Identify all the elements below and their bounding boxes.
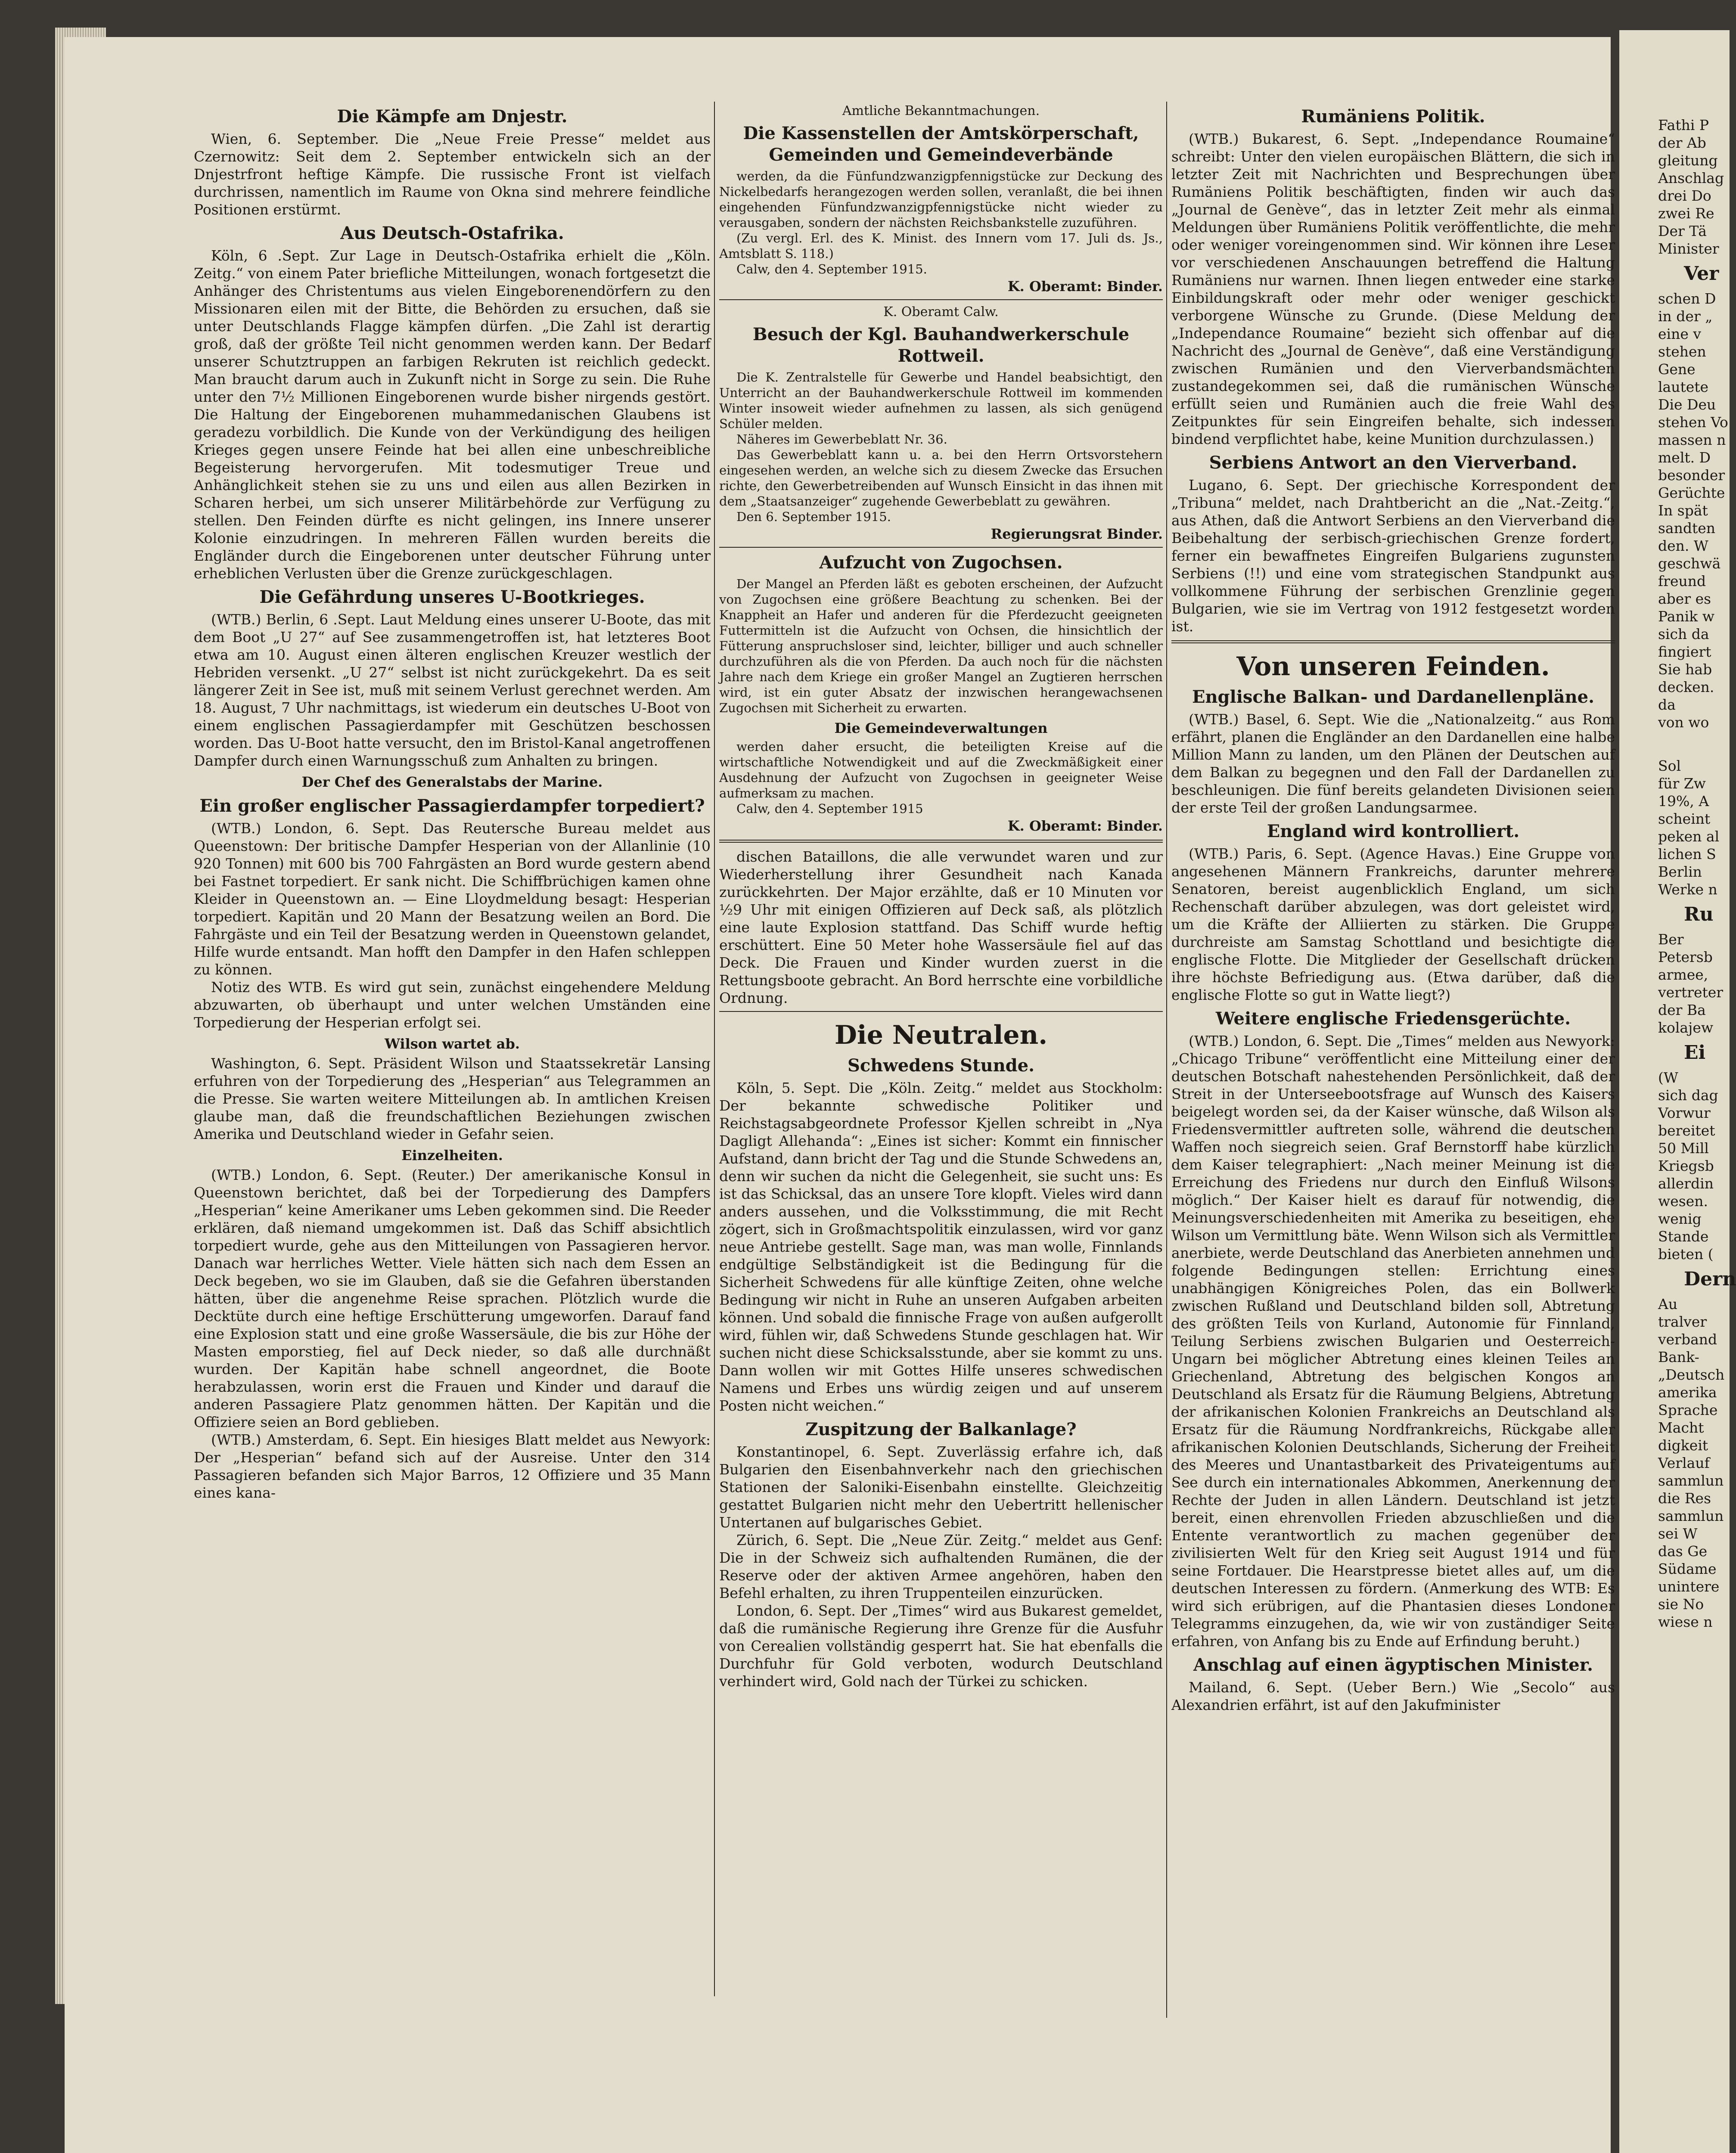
fragment-line: amerika <box>1658 1384 1717 1401</box>
article-subtitle: Die Gemeindeverwaltungen <box>834 720 1048 736</box>
fragment-line: Sol <box>1658 757 1681 774</box>
fragment-line: Stande <box>1658 1228 1709 1245</box>
fragment-line: Gene <box>1658 361 1696 378</box>
fragment-line: stehen <box>1658 343 1706 360</box>
fragment-lines-b <box>1619 290 1730 731</box>
fragment-line: lautete <box>1658 378 1709 395</box>
article-text: Die K. Zentralstelle für Gewerbe und Handel beabsichtigt, den Unterricht an der Bauhandwerkerschule Rottweil im kommenden Winter insoweit wieder aufnehmen zu lassen, als sich genügend Schüler melden. <box>719 370 1163 431</box>
section-kicker: K. Oberamt Calw. <box>883 304 999 320</box>
article-title: Die Kassenstellen der Amtskörperschaft, Gemeinden und Gemeindeverbände <box>743 123 1139 165</box>
fragment-line: sammlun <box>1658 1508 1724 1524</box>
fragment-line: massen n <box>1658 431 1726 448</box>
fragment-line: digkeit <box>1658 1437 1708 1454</box>
adjacent-page-fragment <box>1619 30 1736 2153</box>
fragment-line: schen D <box>1658 290 1716 307</box>
article-subtitle: Wilson wartet ab. <box>385 1036 520 1052</box>
fragment-lines-d <box>1619 931 1730 1036</box>
article-date: Calw, den 4. September 1915. <box>736 262 927 276</box>
fragment-line: lichen S <box>1658 846 1716 862</box>
article-text: (Zu vergl. Erl. des K. Minist. des Innern vom 17. Juli ds. Js., Amtsblatt S. 118.) <box>719 231 1163 261</box>
fragment-heading: Dern <box>1684 1268 1736 1290</box>
fragment-line: stehen Vo <box>1658 414 1728 431</box>
article-text: Wien, 6. September. Die „Neue Freie Presse“ meldet aus Czernowitz: Seit dem 2. September entwickeln sich an der Dnjestrfront heftige Kämpfe. Die russische Front ist vielfach durchrissen, namentlich im Raume von Okna sind mehrere feindliche Positionen erstürmt. <box>194 130 711 218</box>
fragment-line: verband <box>1658 1331 1717 1348</box>
article-title: Englische Balkan- und Dardanellenpläne. <box>1192 687 1595 707</box>
fragment-line: sich dag <box>1658 1087 1718 1104</box>
fragment-line: Au <box>1658 1296 1678 1312</box>
article-subtitle: Einzelheiten. <box>401 1147 503 1163</box>
fragment-line: (W <box>1658 1069 1678 1086</box>
column-1 <box>194 102 711 2125</box>
fragment-line: Minister <box>1658 240 1719 257</box>
fragment-line: drei Do <box>1658 187 1711 204</box>
fragment-line: Petersb <box>1658 949 1713 965</box>
fragment-line: armee, <box>1658 966 1708 983</box>
fragment-line: das Ge <box>1658 1543 1708 1560</box>
article-text: Washington, 6. Sept. Präsident Wilson und Staatssekretär Lansing erfuhren von der Torpedierung des „Hesperian“ aus Telegrammen an die Presse. Sie warten weitere Mitteilungen ab. In amtlichen Kreisen glaube man, daß die freundschaftlichen Beziehungen zwischen Amerika und Deutschland wieder in Gefahr seien. <box>194 1055 711 1142</box>
fragment-line: tralver <box>1658 1313 1707 1330</box>
article-date: Calw, den 4. September 1915 <box>736 801 923 816</box>
fragment-line: sammlun <box>1658 1472 1724 1489</box>
article-text: (WTB.) Basel, 6. Sept. Wie die „Nationalzeitg.“ aus Rom erfährt, planen die Engländer an den Dardanellen eine halbe Million Mann zu landen, um den Plänen der Deutschen auf dem Balkan zu begegnen und den Fall der Dardanellen zu beschleunigen. Die fünf bereits gelandeten Divisionen seien der erste Teil der großen Landungsarmee. <box>1171 711 1615 816</box>
article-text: werden, da die Fünfundzwanzigpfennigstücke zur Deckung des Nickelbedarfs herangezogen werden sollen, veranlaßt, die bei ihnen eingehenden Fünfundzwanzigpfennigstücke nicht wieder zu verausgaben, sondern der nächsten Reichsbankstelle zuzuführen. <box>719 169 1163 230</box>
article-text: (WTB.) London, 6. Sept. Die „Times“ melden aus Newyork: „Chicago Tribune“ veröffentlicht eine Mitteilung einer der deutschen Botschaft nahestehenden Persönlichkeit, daß der Streit in der Unterseebootsfrage auf Wunsch des Kaisers beigelegt worden sei, da der Kaiser wünsche, daß Wilson als Friedensvermittler auftreten solle, während die deutschen Waffen noch siegreich seien. Graf Bernstorff habe kürzlich dem Kaiser telegraphiert: „Nach meiner Meinung ist die Erreichung des Friedens nur durch den Einfluß Wilsons möglich.“ Der Kaiser hielt es darauf für notwendig, die Meinungsverschiedenheiten mit Amerika zu beseitigen, ehe Wilson um Vermittlung bäte. Wenn Wilson sich als Vermittler anerbiete, werde Deutschland das Anerbieten annehmen und folgende Bedingungen stellen: Errichtung eines unabhängigen Königreiches Polen, das ein Bollwerk zwischen Rußland und Deutschland bilden soll, Abtretung des größten Teils von Kurland, Autonomie für Finnland, Teilung Serbiens zwischen Bulgarien und Oesterreich-Ungarn bei möglicher Abtretung eines kleinen Teiles an Griechenland, Abtretung des belgischen Kongos an Deutschland als Ersatz für die Räumung Belgiens, Abtretung der afrikanischen Kolonien Frankreichs an Deutschland als Ersatz für die Räumung Nordfrankreichs, Rückgabe aller afrikanischen Kolonien Deutschlands, Sicherung der Freiheit des Meeres und Unantastbarkeit des Privateigentums auf See durch ein internationales Abkommen, Anerkennung der Rechte der Juden in allen Ländern. Deutschland ist jetzt bereit, einen ehrenvollen Frieden abzuschließen und die Entente verantwortlich zu machen gegenüber der zivilisierten Welt für den Krieg seit August 1914 und für seine Fortdauer. Die Hearstpresse bietet alles auf, um die deutschen Interessen zu fördern. (Anmerkung des WTB: Es wird sich erübrigen, auf die Phantasien dieses Londoner Telegramms einzugehen, da, wie wir von zuständiger Seite erfahren, von Anfang bis zu Ende auf Erfindung beruht.) <box>1171 1033 1615 1650</box>
divider <box>719 299 1163 300</box>
fragment-line: „Deutsch <box>1658 1366 1725 1383</box>
fragment-line: den. W <box>1658 537 1708 554</box>
article-signature: Der Chef des Generalstabs der Marine. <box>301 774 603 790</box>
column-3 <box>1171 102 1615 2125</box>
fragment-line: 50 Mill <box>1658 1140 1709 1157</box>
fragment-heading: Ei <box>1684 1042 1706 1064</box>
fragment-line: sei W <box>1658 1525 1698 1542</box>
article-title: Schwedens Stunde. <box>847 1055 1035 1076</box>
fragment-line: Fathi P <box>1658 117 1709 133</box>
article-text: Zürich, 6. Sept. Die „Neue Zür. Zeitg.“ meldet aus Genf: Die in der Schweiz sich aufhaltenden Rumänen, die der Reserve oder der aktiven Armee angehören, haben den Befehl erhalten, zu ihren Truppenteilen einzurücken. <box>719 1532 1163 1601</box>
article-title: England wird kontrolliert. <box>1267 821 1520 841</box>
column-rule <box>1166 102 1167 2018</box>
fragment-line: wesen. <box>1658 1193 1708 1210</box>
fragment-line: die Res <box>1658 1490 1711 1507</box>
article-title: Zuspitzung der Balkanlage? <box>805 1419 1077 1439</box>
fragment-line: sie No <box>1658 1596 1704 1613</box>
article-signature: K. Oberamt: Binder. <box>1007 278 1163 295</box>
fragment-line: allerdin <box>1658 1175 1714 1192</box>
fragment-line: Sprache <box>1658 1402 1718 1418</box>
fragment-line: gleitung <box>1658 152 1718 169</box>
fragment-line: freund <box>1658 573 1706 589</box>
article-text: (WTB.) Paris, 6. Sept. (Agence Havas.) Eine Gruppe von angesehenen Männern Frankreichs, darunter mehrere Senatoren, bereist augenblicklich England, um sich Rechenschaft darüber abzulegen, was dort geleistet wird, um die Kräfte der Alliierten zu stärken. Die Gruppe durchreiste am Samstag Schottland und besichtigte die englische Flotte. Die Mitglieder der Gesellschaft drücken ihre höchste Befriedigung aus. (Etwa darüber, daß die englische Flotte so gut in Watte liegt?) <box>1171 845 1615 1003</box>
fragment-line: Der Tä <box>1658 223 1707 239</box>
article-text: Mailand, 6. Sept. (Ueber Bern.) Wie „Secolo“ aus Alexandrien erfährt, ist auf den Jakufminister <box>1171 1679 1615 1713</box>
article-title: Besuch der Kgl. Bauhandwerkerschule Rottweil. <box>752 324 1130 366</box>
article-title: Die Kämpfe am Dnjestr. <box>337 106 568 127</box>
divider <box>719 1011 1163 1012</box>
fragment-line: sandten <box>1658 520 1716 537</box>
fragment-line: scheint <box>1658 810 1711 827</box>
fragment-line: melt. D <box>1658 449 1711 466</box>
fragment-line: sich da <box>1658 626 1709 642</box>
article-text: London, 6. Sept. Der „Times“ wird aus Bukarest gemeldet, daß die rumänische Regierung ihre Grenze für die Ausfuhr von Cerealien vollständig gesperrt hat. Sie hat ebenfalls die Durchfuhr für Gold verboten, wodurch Deutschland verhindert wird, Gold nach der Türkei zu schicken. <box>719 1602 1163 1690</box>
fragment-line: der Ba <box>1658 1002 1706 1018</box>
divider <box>719 547 1163 548</box>
fragment-line: peken al <box>1658 828 1720 845</box>
article-text: Konstantinopel, 6. Sept. Zuverlässig erfahre ich, daß Bulgarien den Eisenbahnverkehr nach den griechischen Stationen der Saloniki-Eisenbahn einstellte. Gleichzeitig gestattet Bulgarien nicht mehr den Uebertritt hellenischer Untertanen auf bulgarisches Gebiet. <box>719 1443 1163 1531</box>
fragment-line: decken. <box>1658 679 1714 695</box>
article-title: Serbiens Antwort an den Vierverband. <box>1209 453 1578 473</box>
article-text: Köln, 5. Sept. Die „Köln. Zeitg.“ meldet aus Stockholm: Der bekannte schwedische Politiker und Reichstagsabgeordnete Professor Kjellen schreibt in „Nya Dagligt Allehanda“: „Eines ist sicher: Kommt ein finnischer Aufstand, dann bricht der Tag und die Stunde Schwedens an, denn wir suchen da nicht die Gelegenheit, sie sucht uns: Es ist das Schicksal, das an unsere Tore klopft. Vieles wird dann anders aussehen, und die Volksstimmung, die mit Recht zögert, sich in Großmachtspolitik einzulassen, wird vor ganz neue Antriebe gestellt. Sage man, was man wolle, Finnlands endgültige Selbständigkeit ist die Bedingung für die Sicherheit Schwedens für alle künftige Zeiten, ohne welche Bedingung wir nicht in Ruhe an unseren Aufgaben arbeiten können. Und sobald die finnische Frage von außen aufgerollt wird, fühlen wir, daß Schwedens Stunde geschlagen hat. Wir suchen nicht diese Schicksalsstunde, aber sie kommt zu uns. Dann wollen wir mit Gottes Hilfe unseres schwedischen Namens und Erbes uns würdig zeigen und auf unserem Posten nicht weichen.“ <box>719 1080 1163 1414</box>
article-title: Die Gefährdung unseres U-Bootkrieges. <box>259 587 645 607</box>
article-text: Lugano, 6. Sept. Der griechische Korrespondent der „Tribuna“ meldet, nach Drahtbericht an die „Nat.-Zeitg.“, aus Athen, daß die Antwort Serbiens an den Vierverband die Beibehaltung der serbisch-griechischen Grenze fordert, ferner ein bewaffnetes Eingreifen Bulgariens zugunsten Serbiens (!!) und eine vom strategischen Standpunkt aus vollkommene Führung der serbischen Grenzlinie gegen Bulgarien, wie sie im Vertrag von 1912 festgesetzt worden ist. <box>1171 477 1615 635</box>
fragment-line: in der „ <box>1658 308 1713 325</box>
fragment-line: zwei Re <box>1658 205 1714 222</box>
fragment-line: 19%, A <box>1658 793 1709 810</box>
fragment-line: Verlauf <box>1658 1455 1710 1471</box>
article-title: Weitere englische Friedensgerüchte. <box>1215 1008 1571 1029</box>
fragment-line: Südame <box>1658 1560 1717 1577</box>
fragment-line: wenig <box>1658 1210 1702 1227</box>
fragment-line: von wo <box>1658 714 1709 731</box>
article-text: (WTB.) Berlin, 6 .Sept. Laut Meldung eines unserer U-Boote, das mit dem Boot „U 27“ auf See zusammengetroffen ist, hat letzteres Boot etwa am 10. August einen älteren englischen Kreuzer westlich der Hebriden versenkt. „U 27“ selbst ist nicht zurückgekehrt. Da es seit längerer Zeit in See ist, muß mit seinem Verlust gerechnet werden. Am 18. August, 7 Uhr nachmittags, ist wiederum ein deutsches U-Boot von einem englischen Passagierdampfer mit Geschützen beschossen worden. Das U-Boot hatte versucht, den im Bristol-Kanal angetroffenen Dampfer durch einen Warnungsschuß zum Anhalten zu bringen. <box>194 611 711 769</box>
fragment-lines-e <box>1619 1069 1730 1263</box>
fragment-line: Bank- <box>1658 1349 1699 1365</box>
newspaper-page <box>65 37 1615 2153</box>
fragment-line: Die Deu <box>1658 396 1716 413</box>
article-text: Näheres im Gewerbeblatt Nr. 36. <box>736 432 947 447</box>
fragment-lines-f <box>1619 1295 1730 1631</box>
fragment-heading: Ru <box>1684 903 1714 925</box>
fragment-line: Anschlag <box>1658 170 1724 186</box>
fragment-line: unintere <box>1658 1578 1720 1595</box>
fragment-line: kolajew <box>1658 1019 1714 1036</box>
section-kicker: Amtliche Bekanntmachungen. <box>842 103 1040 118</box>
article-text: werden daher ersucht, die beteiligten Kreise auf die wirtschaftliche Notwendigkeit und auf die Zweckmäßigkeit einer Ausdehnung der Aufzucht von Zugochsen in geeigneter Weise aufmerksam zu machen. <box>719 739 1163 800</box>
fragment-line: geschwä <box>1658 555 1721 572</box>
fragment-heading: Ver <box>1684 263 1719 285</box>
article-signature: K. Oberamt: Binder. <box>1007 818 1163 834</box>
fragment-line: bereitet <box>1658 1122 1715 1139</box>
fragment-line: der Ab <box>1658 134 1706 151</box>
article-signature: Regierungsrat Binder. <box>991 526 1163 542</box>
article-title: Rumäniens Politik. <box>1301 106 1485 127</box>
fragment-line: aber es <box>1658 590 1711 607</box>
fragment-line: fingiert <box>1658 643 1711 660</box>
fragment-line: vertreter <box>1658 984 1724 1001</box>
fragment-line: Macht <box>1658 1419 1704 1436</box>
fragment-line: eine v <box>1658 326 1701 342</box>
fragment-line: Sie hab <box>1658 661 1712 678</box>
fragment-line: Kriegsb <box>1658 1157 1714 1174</box>
article-title: Aus Deutsch-Ostafrika. <box>340 223 564 243</box>
article-title: Aufzucht von Zugochsen. <box>819 552 1063 573</box>
fragment-line: wiese n <box>1658 1613 1713 1630</box>
article-text: Der Mangel an Pferden läßt es geboten erscheinen, der Aufzucht von Zugochsen eine größere Beachtung zu schenken. Bei der Knappheit an Hafer und anderen für die Pferdezucht geeigneten Futtermitteln ist die Aufzucht von Ochsen, die hinsichtlich der Fütterung anspruchsloser sind, leichter, billiger und auch schneller durchzuführen als die von Pferden. Da auch noch für die nächsten Jahre nach dem Kriege ein großer Mangel an Zugtieren herrschen wird, ist ein guter Absatz der inzwischen herangewachsenen Zugochsen mit Sicherheit zu erwarten. <box>719 577 1163 715</box>
article-title: Ein großer englischer Passagierdampfer torpediert? <box>199 796 705 816</box>
divider <box>1171 640 1615 643</box>
fragment-line: da <box>1658 696 1676 713</box>
article-text: dischen Bataillons, die alle verwundet waren und zur Wiederherstellung ihrer Gesundheit nach Kanada zurückkehrten. Der Major erzählte, daß er 10 Minuten vor ½9 Uhr mit einigen Offizieren auf Deck saß, als plötzlich eine laute Explosion stattfand. Das Schiff wurde heftig erschüttert. Eine 50 Meter hohe Wassersäule fiel auf das Deck. Die Frauen und Kinder wurden zuerst in die Rettungsboote gebracht. An Bord herrschte eine vorbildliche Ordnung. <box>719 848 1163 1006</box>
fragment-line: für Zw <box>1658 775 1706 792</box>
article-text: (WTB.) London, 6. Sept. (Reuter.) Der amerikanische Konsul in Queenstown berichtet, daß bei der Torpedierung des Dampfers „Hesperian“ keine Amerikaner ums Leben gekommen sind. Die Reeder erklären, daß niemand umgekommen ist. Daß das Schiff absichtlich torpediert wurde, gehe aus den Mitteilungen von Passagieren hervor. Danach war herrliches Wetter. Viele hätten sich nach dem Essen an Deck begeben, wo sie im Glauben, daß sie die Gefahren überstanden hätten, über die angenehme Reise sprachen. Plötzlich wurde die Decktüte durch eine heftige Erschütterung umgeworfen. Darauf fand eine Explosion statt und eine große Wassersäule, die bis zur Höhe der Masten emporstieg, fiel auf Deck nieder, so daß alle durchnäßt wurden. Der Kapitän habe schnell angeordnet, die Boote herabzulassen, worin erst die Frauen und Kinder und darauf die anderen Passagiere Platz genommen hätten. Der Kapitän und die Offiziere seien an Bord geblieben. <box>194 1166 711 1430</box>
article-title: Anschlag auf einen ägyptischen Minister. <box>1193 1655 1593 1675</box>
section-title: Von unseren Feinden. <box>1236 651 1550 682</box>
article-text: Köln, 6 .Sept. Zur Lage in Deutsch-Ostafrika erhielt die „Köln. Zeitg.“ von einem Pater briefliche Mitteilungen, wonach fortgesetzt die Anhänger des Christentums aus vielen Eingeborenendörfern zu den Missionaren eilen mit der Bitte, die Behörden zu ersuchen, daß sie unter Deutschlands Flagge kämpfen dürfen. „Die Zahl ist derartig groß, daß der größte Teil nicht genommen werden kann. Der Bedarf unserer Schutztruppen an farbigen Rekruten ist reichlich gedeckt. Man braucht darum auch in Zukunft nicht in Sorge zu sein. Die Ruhe unter den 7½ Millionen Eingeborenen wurde bisher nirgends gestört. Die Haltung der Eingeborenen muhammedanischen Glaubens ist geradezu vorbildlich. Die Kunde von der Verkündigung des heiligen Krieges gegen unsere Feinde hat bei allen eine unbeschreibliche Begeisterung hervorgerufen. Mit todesmutiger Treue und Anhänglichkeit stehen sie zu uns und eilen aus allen Bezirken in Scharen herbei, um sich unserer Militärbehörde zur Verfügung zu stellen. Den Feinden dürfte es nicht gelingen, ins Innere unserer Kolonie einzudringen. In mehreren Fällen wurden bereits die Engländer durch die Eingeborenen unter deutscher Führung unter erheblichen Verlusten über die Grenze zurückgeschlagen. <box>194 247 711 582</box>
fragment-line: besonder <box>1658 467 1725 484</box>
section-title: Die Neutralen. <box>834 1020 1048 1050</box>
article-text: Notiz des WTB. Es wird gut sein, zunächst eingehendere Meldung abzuwarten, ob überhaupt und unter welchen Umständen eine Torpedierung der Hesperian erfolgt sei. <box>194 979 711 1031</box>
fragment-line: Ber <box>1658 931 1684 948</box>
article-date: Den 6. September 1915. <box>736 509 891 524</box>
fragment-lines-a <box>1619 116 1730 257</box>
article-text: (WTB.) Amsterdam, 6. Sept. Ein hiesiges Blatt meldet aus Newyork: Der „Hesperian“ befand sich auf der Ausreise. Unter den 314 Passagieren befanden sich Major Barros, 12 Offiziere und 35 Mann eines kana- <box>194 1431 711 1501</box>
fragment-line: Berlin <box>1658 863 1702 880</box>
fragment-line: Werke n <box>1658 881 1717 898</box>
fragment-lines-c <box>1619 757 1730 898</box>
article-text: (WTB.) Bukarest, 6. Sept. „Independance Roumaine“ schreibt: Unter den vielen europäischen Blättern, die sich in letzter Zeit mit Nachrichten und Besprechungen über Rumäniens Politik beschäftigten, finden wir auch das „Journal de Genève“, das in letzter Zeit mehr als einmal Meldungen über Rumäniens Politik veröffentlichte, die mehr oder weniger voreingenommen sind. Wir können ihre Leser vor verschiedenen Anschauungen betreffend die Haltung Rumäniens nur warnen. Ihnen liegen entweder eine starke Einbildungskraft oder mehr oder weniger geschickt verborgene Wünsche zu Grunde. (Diese Meldung der „Independance Roumaine“ bezieht sich offenbar auf die Nachricht des „Journal de Genève“, daß eine Verständigung zwischen Rumänien und den Vierverbandsmächten zustandegekommen sei, daß die rumänischen Wünsche erfüllt seien und Rumänien auch die freie Wahl des Zeitpunktes für sein Eingreifen behalte, sich indessen bindend verpflichtet habe, keine Munition durchzulassen.) <box>1171 130 1615 447</box>
article-text: (WTB.) London, 6. Sept. Das Reutersche Bureau meldet aus Queenstown: Der britische Dampfer Hesperian von der Allanlinie (10 920 Tonnen) mit 600 bis 700 Fahrgästen an Bord wurde gestern abend bei Fastnet torpediert. Er sank nicht. Die Schiffbrüchigen kamen ohne Kleider in Queenstown an. — Eine Lloydmeldung besagt: Hesperian torpediert. Kapitän und 20 Mann der Besatzung weilen an Bord. Die Fahrgäste und ein Teil der Besatzung werden in Queenstown gelandet, Hilfe wurde entsandt. Man hofft den Dampfer in den Hafen schleppen zu können. <box>194 820 711 978</box>
column-rule <box>714 102 715 1996</box>
divider <box>719 840 1163 843</box>
article-text: Das Gewerbeblatt kann u. a. bei den Herrn Ortsvorstehern eingesehen werden, an welche sich zu diesem Zwecke das Ersuchen richte, den Gewerbetreibenden auf Wunsch Einsicht in das ihnen mit dem „Staatsanzeiger“ zugehende Gewerbeblatt zu gewähren. <box>719 447 1163 509</box>
fragment-line: Gerüchte <box>1658 484 1725 501</box>
fragment-line: In spät <box>1658 502 1708 519</box>
fragment-line: Panik w <box>1658 608 1714 625</box>
fragment-line: bieten ( <box>1658 1246 1714 1263</box>
fragment-line: Vorwur <box>1658 1104 1711 1121</box>
column-2 <box>719 102 1163 2125</box>
